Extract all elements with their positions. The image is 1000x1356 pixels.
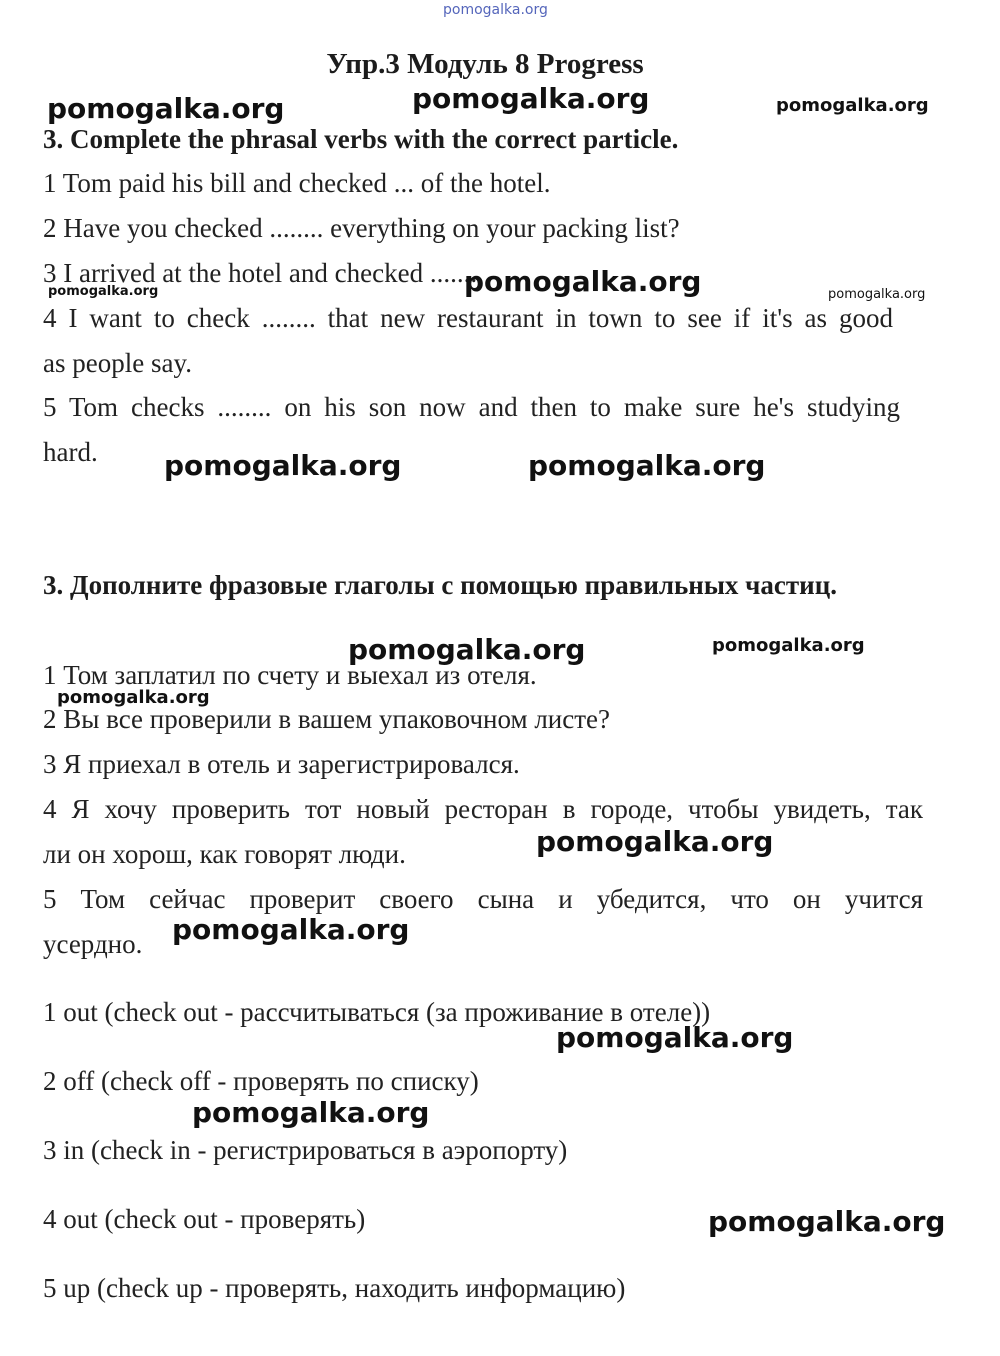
watermark: pomogalka.org [776, 95, 929, 116]
en-line-1: 1 Tom paid his bill and checked ... of the hotel. [43, 168, 551, 198]
ru-line-3: 3 Я приехал в отель и зарегистрировался. [43, 749, 520, 779]
watermark: pomogalka.org [164, 449, 402, 482]
ru-line-4a: 4 Я хочу проверить тот новый ресторан в городе, чтобы увидеть, так [43, 794, 923, 824]
ru-line-4b: ли он хорош, как говорят люди. [43, 839, 406, 869]
watermark: pomogalka.org [48, 284, 159, 299]
watermark: pomogalka.org [712, 635, 865, 656]
watermark: pomogalka.org [172, 913, 410, 946]
en-heading: 3. Complete the phrasal verbs with the correct particle. [43, 124, 679, 154]
watermark: pomogalka.org [57, 687, 210, 708]
ru-line-2: 2 Вы все проверили в вашем упаковочном листе? [43, 704, 610, 734]
answer-1: 1 out (check out - рассчитываться (за проживание в отеле)) [43, 997, 711, 1027]
watermark: pomogalka.org [556, 1021, 794, 1054]
watermark: pomogalka.org [536, 825, 774, 858]
ru-line-5a: 5 Том сейчас проверит своего сына и убедится, что он учится [43, 884, 923, 914]
en-line-2: 2 Have you checked ........ everything on your packing list? [43, 213, 680, 243]
en-line-5b: hard. [43, 437, 98, 467]
ru-line-5b: усердно. [43, 929, 143, 959]
answer-5: 5 up (check up - проверять, находить информацию) [43, 1273, 626, 1303]
watermark: pomogalka.org [464, 265, 702, 298]
watermark-top: pomogalka.org [443, 2, 548, 18]
watermark: pomogalka.org [348, 633, 586, 666]
watermark: pomogalka.org [528, 449, 766, 482]
watermark: pomogalka.org [708, 1205, 946, 1238]
answer-3: 3 in (check in - регистрироваться в аэропорту) [43, 1135, 568, 1165]
watermark: pomogalka.org [47, 92, 285, 125]
en-line-4b: as people say. [43, 348, 192, 378]
ru-line-1: 1 Том заплатил по счету и выехал из отеля. [43, 660, 537, 690]
watermark: pomogalka.org [192, 1096, 430, 1129]
en-line-4a: 4 I want to check ........ that new restaurant in town to see if it's as good [43, 303, 893, 333]
en-line-5a: 5 Tom checks ........ on his son now and then to make sure he's studying [43, 392, 900, 422]
answer-4: 4 out (check out - проверять) [43, 1204, 366, 1234]
ru-heading: 3. Дополните фразовые глаголы с помощью правильных частиц. [43, 570, 838, 600]
answer-2: 2 off (check off - проверять по списку) [43, 1066, 479, 1096]
watermark: pomogalka.org [828, 287, 926, 302]
watermark: pomogalka.org [412, 82, 650, 115]
page-title: Упр.3 Модуль 8 Progress [326, 48, 644, 80]
en-line-3: 3 I arrived at the hotel and checked ........ [43, 258, 484, 288]
